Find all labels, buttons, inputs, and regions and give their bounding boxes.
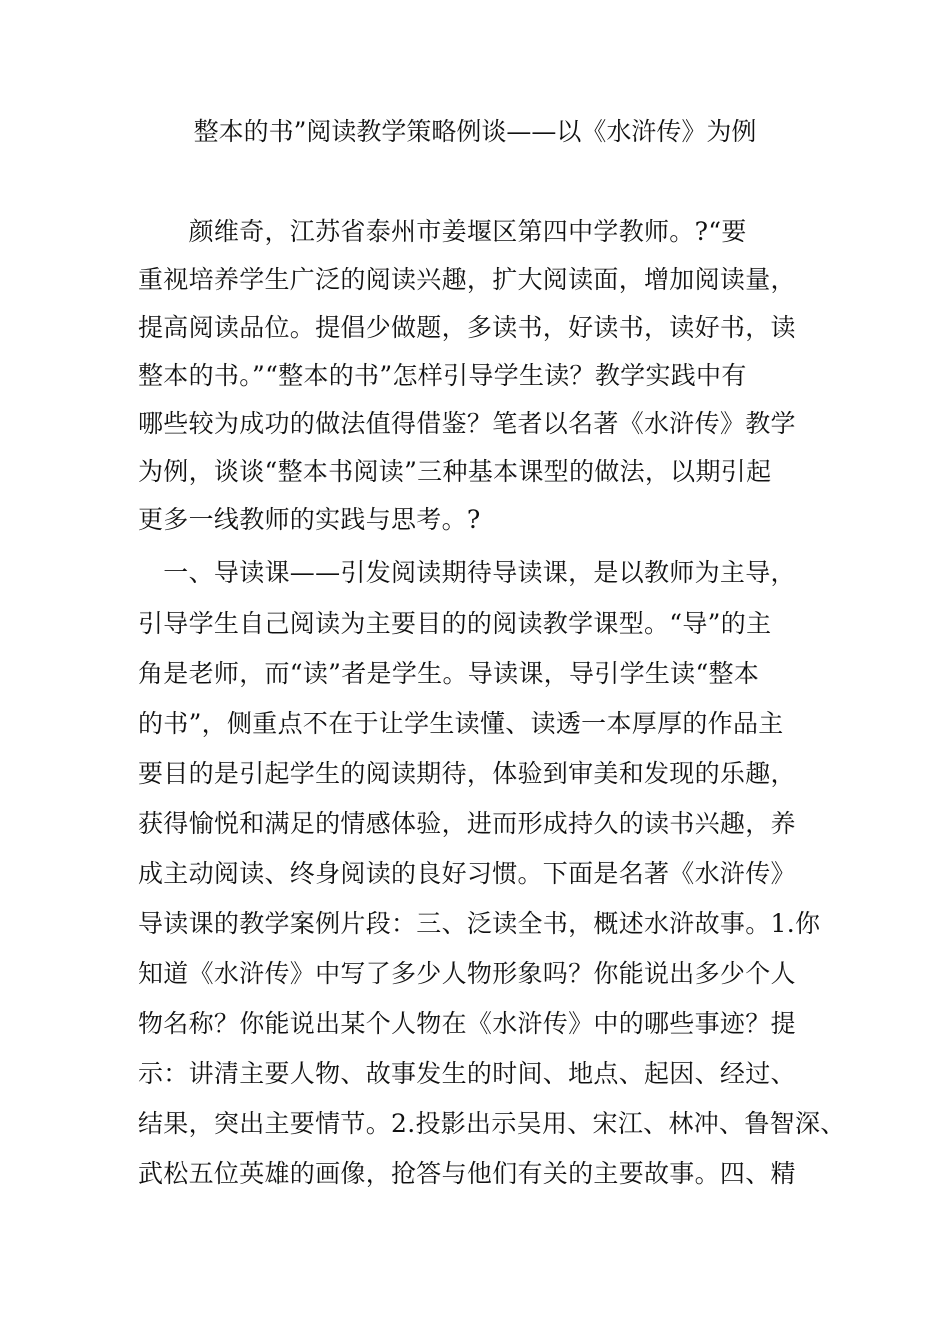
body-line: 武松五位英雄的画像，抢答与他们有关的主要故事。四、精 [138, 1159, 796, 1188]
body-line: 示：讲清主要人物、故事发生的时间、地点、起因、经过、 [138, 1059, 796, 1088]
body-line: 提高阅读品位。提倡少做题，多读书，好读书，读好书，读 [138, 313, 796, 342]
body-line: 为例，谈谈“整本书阅读”三种基本课型的做法，以期引起 [138, 457, 772, 486]
body-line: 结果，突出主要情节。2.投影出示吴用、宋江、林冲、鲁智深、 [138, 1109, 846, 1138]
body-line: 导读课的教学案例片段：三、泛读全书，概述水浒故事。1.你 [138, 909, 821, 938]
body-line: 角是老师，而“读”者是学生。导读课，导引学生读“整本 [138, 659, 760, 688]
body-line: 获得愉悦和满足的情感体验，进而形成持久的读书兴趣，养 [138, 809, 796, 838]
body-line: 成主动阅读、终身阅读的良好习惯。下面是名著《水浒传》 [138, 859, 796, 888]
body-line: 颜维奇，江苏省泰州市姜堰区第四中学教师。?“要 [138, 217, 747, 246]
body-line: 一、导读课——引发阅读期待导读课，是以教师为主导， [138, 558, 796, 587]
body-line: 的书”，侧重点不在于让学生读懂、读透一本厚厚的作品主 [138, 709, 784, 738]
body-line: 哪些较为成功的做法值得借鉴？笔者以名著《水浒传》教学 [138, 409, 796, 438]
body-line: 重视培养学生广泛的阅读兴趣，扩大阅读面，增加阅读量， [138, 265, 796, 294]
body-line: 知道《水浒传》中写了多少人物形象吗？你能说出多少个人 [138, 959, 796, 988]
body-line: 整本的书。”“整本的书”怎样引导学生读？教学实践中有 [138, 361, 747, 390]
body-line: 更多一线教师的实践与思考。? [138, 505, 481, 534]
body-line: 引导学生自己阅读为主要目的的阅读教学课型。“导”的主 [138, 609, 772, 638]
body-line: 物名称？你能说出某个人物在《水浒传》中的哪些事迹？提 [138, 1009, 796, 1038]
document-title: 整本的书”阅读教学策略例谈——以《水浒传》为例 [193, 117, 757, 146]
body-line: 要目的是引起学生的阅读期待，体验到审美和发现的乐趣， [138, 759, 796, 788]
